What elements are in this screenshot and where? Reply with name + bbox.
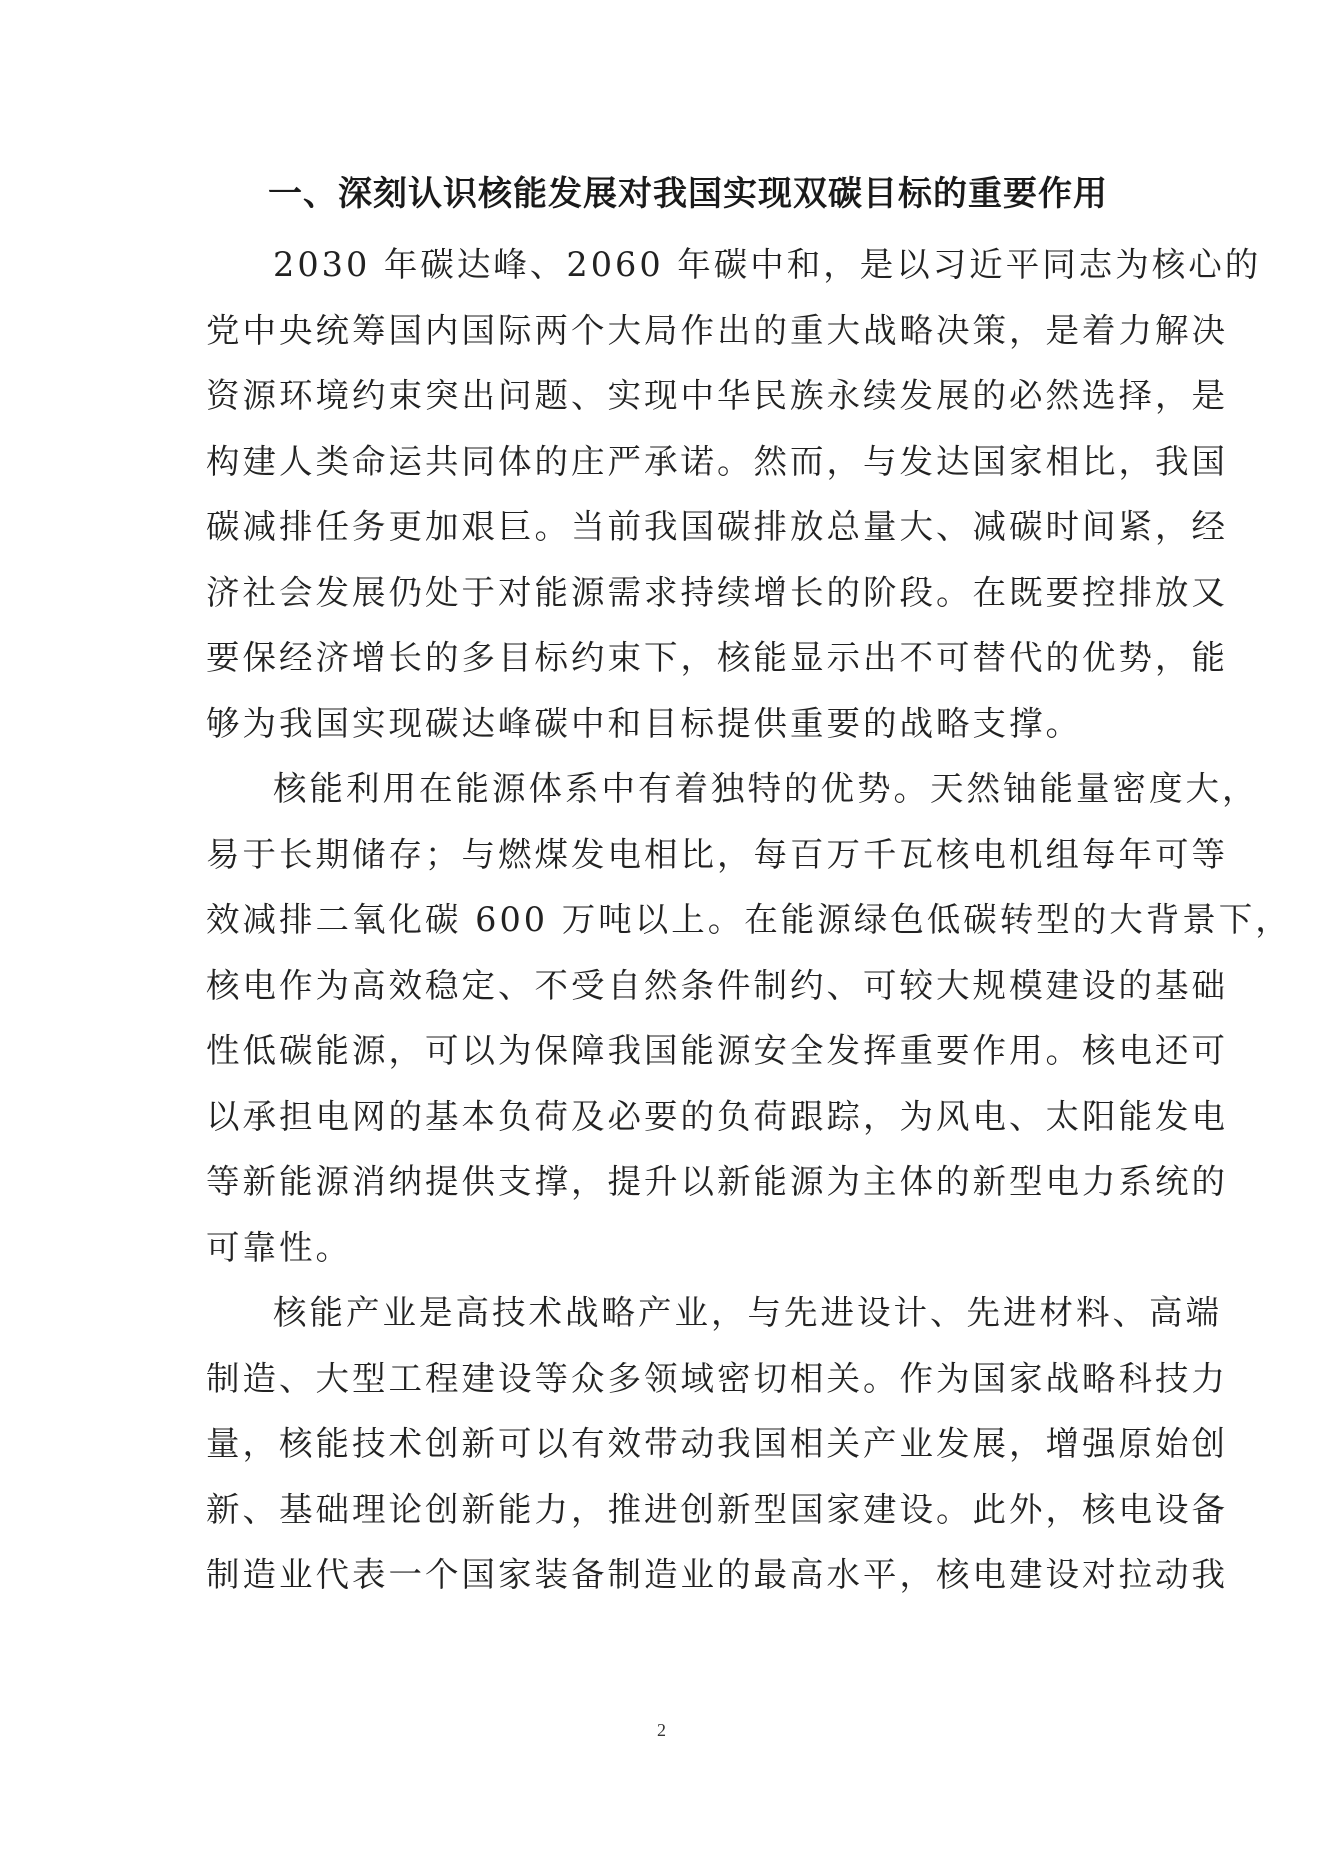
- text-line: 核能利用在能源体系中有着独特的优势。天然铀能量密度大，: [273, 769, 1259, 808]
- body-text: [206, 232, 1292, 1608]
- text-line: 制造、大型工程建设等众多领域密切相关。作为国家战略科技力: [206, 1358, 1228, 1398]
- text-line: 党中央统筹国内国际两个大局作出的重大战略决策，是着力解决: [206, 310, 1228, 350]
- text-line: 够为我国实现碳达峰碳中和目标提供重要的战略支撑。: [206, 703, 1082, 743]
- text-line: 效减排二氧化碳 600 万吨以上。在能源绿色低碳转型的大背景下，: [206, 900, 1292, 939]
- text-line: 量，核能技术创新可以有效带动我国相关产业发展，增强原始创: [206, 1424, 1228, 1463]
- text-line: 以承担电网的基本负荷及必要的负荷跟踪，为风电、太阳能发电: [206, 1096, 1228, 1136]
- section-heading: 一、深刻认识核能发展对我国实现双碳目标的重要作用: [268, 174, 1108, 214]
- text-line: 制造业代表一个国家装备制造业的最高水平，核电建设对拉动我: [206, 1555, 1228, 1594]
- text-line: 核电作为高效稳定、不受自然条件制约、可较大规模建设的基础: [206, 965, 1228, 1005]
- paragraph-1: [206, 232, 1262, 756]
- text-line: 可靠性。: [206, 1227, 352, 1267]
- text-line: 济社会发展仍处于对能源需求持续增长的阶段。在既要控排放又: [206, 572, 1228, 612]
- text-line: 要保经济增长的多目标约束下，核能显示出不可替代的优势，能: [206, 638, 1228, 677]
- paragraph-3: [206, 1280, 1228, 1608]
- paragraph-2: [206, 756, 1292, 1280]
- text-line: 构建人类命运共同体的庄严承诺。然而，与发达国家相比，我国: [206, 441, 1228, 481]
- text-line: 2030 年碳达峰、2060 年碳中和，是以习近平同志为核心的: [273, 245, 1262, 284]
- text-line: 等新能源消纳提供支撑，提升以新能源为主体的新型电力系统的: [206, 1162, 1228, 1201]
- text-line: 性低碳能源，可以为保障我国能源安全发挥重要作用。核电还可: [206, 1031, 1228, 1070]
- text-line: 核能产业是高技术战略产业，与先进设计、先进材料、高端: [273, 1293, 1222, 1332]
- text-line: 资源环境约束突出问题、实现中华民族永续发展的必然选择，是: [206, 376, 1228, 415]
- page-number: 2: [657, 1720, 666, 1740]
- text-line: 易于长期储存；与燃煤发电相比，每百万千瓦核电机组每年可等: [206, 834, 1228, 874]
- text-line: 新、基础理论创新能力，推进创新型国家建设。此外，核电设备: [206, 1489, 1228, 1529]
- text-line: 碳减排任务更加艰巨。当前我国碳排放总量大、减碳时间紧，经: [206, 507, 1228, 546]
